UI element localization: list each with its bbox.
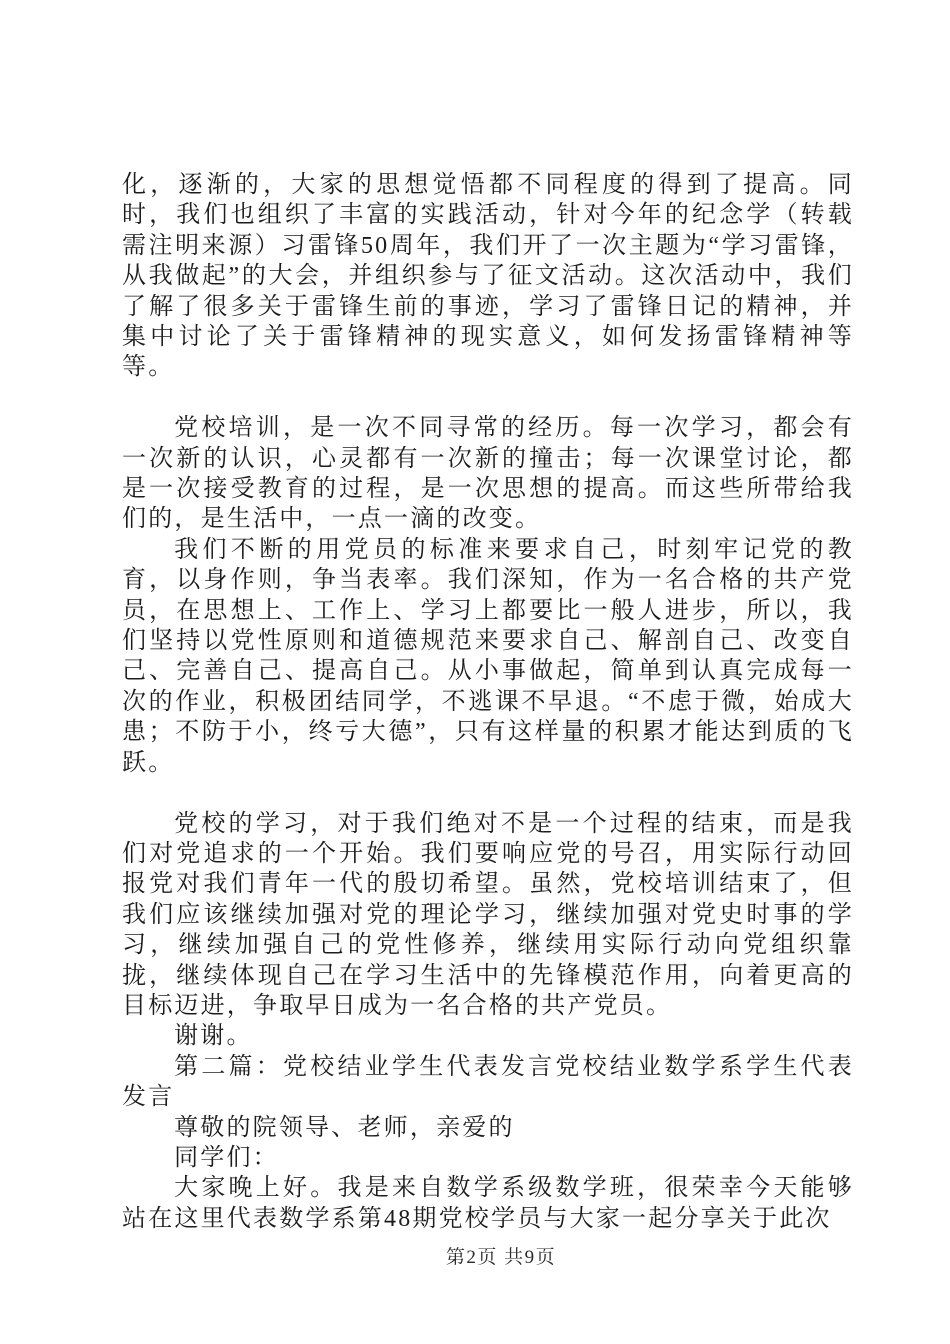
paragraph-section-title: 第二篇：党校结业学生代表发言党校结业数学系学生代表发言 (122, 1053, 854, 1111)
document-body (122, 170, 854, 1234)
paragraph: 大家晚上好。我是来自数学系级数学班，很荣幸今天能够站在这里代表数学系第48期党校学员与大家一起分享关于此次 (122, 1175, 854, 1232)
paragraph-salutation: 尊敬的院领导、老师，亲爱的 (174, 1114, 515, 1141)
paragraph-continuation: 化，逐渐的，大家的思想觉悟都不同程度的得到了提高。同时，我们也组织了丰富的实践活动，针对今年的纪念学（转载需注明来源）习雷锋50周年，我们开了一次主题为“学习雷锋，从我做起”的大会，并组织参与了征文活动。这次活动中，我们了解了很多关于雷锋生前的事迹，学习了雷锋日记的精神，并集中讨论了关于雷锋精神的现实意义，如何发扬雷锋精神等等。 (122, 172, 854, 381)
paragraph: 党校的学习，对于我们绝对不是一个过程的结束，而是我们对党追求的一个开始。我们要响应党的号召，用实际行动回报党对我们青年一代的殷切希望。虽然，党校培训结束了，但我们应该继续加强对党的理论学习，继续加强对党史时事的学习，继续加强自己的党性修养，继续用实际行动向党组织靠拢，继续体现自己在学习生活中的先锋模范作用，向着更高的目标迈进，争取早日成为一名合格的共产党员。 (122, 810, 854, 1019)
paragraph-thanks: 谢谢。 (174, 1023, 253, 1050)
page-number-indicator: 第2页 共9页 (445, 1247, 557, 1268)
paragraph: 我们不断的用党员的标准来要求自己，时刻牢记党的教育，以身作则，争当表率。我们深知，作为一名合格的共产党员，在思想上、工作上、学习上都要比一般人进步，所以，我们坚持以党性原则和道德规范来要求自己、解剖自己、改变自己、完善自己、提高自己。从小事做起，简单到认真完成每一次的作业，积极团结同学，不逃课不早退。“不虑于微，始成大患；不防于小，终亏大德”，只有这样量的积累才能达到质的飞跃。 (122, 536, 854, 776)
paragraph: 党校培训，是一次不同寻常的经历。每一次学习，都会有一次新的认识，心灵都有一次新的撞击；每一次课堂讨论，都是一次接受教育的过程，是一次思想的提高。而这些所带给我们的，是生活中，一点一滴的改变。 (122, 415, 854, 533)
paragraph-salutation-students: 同学们： (174, 1144, 279, 1171)
